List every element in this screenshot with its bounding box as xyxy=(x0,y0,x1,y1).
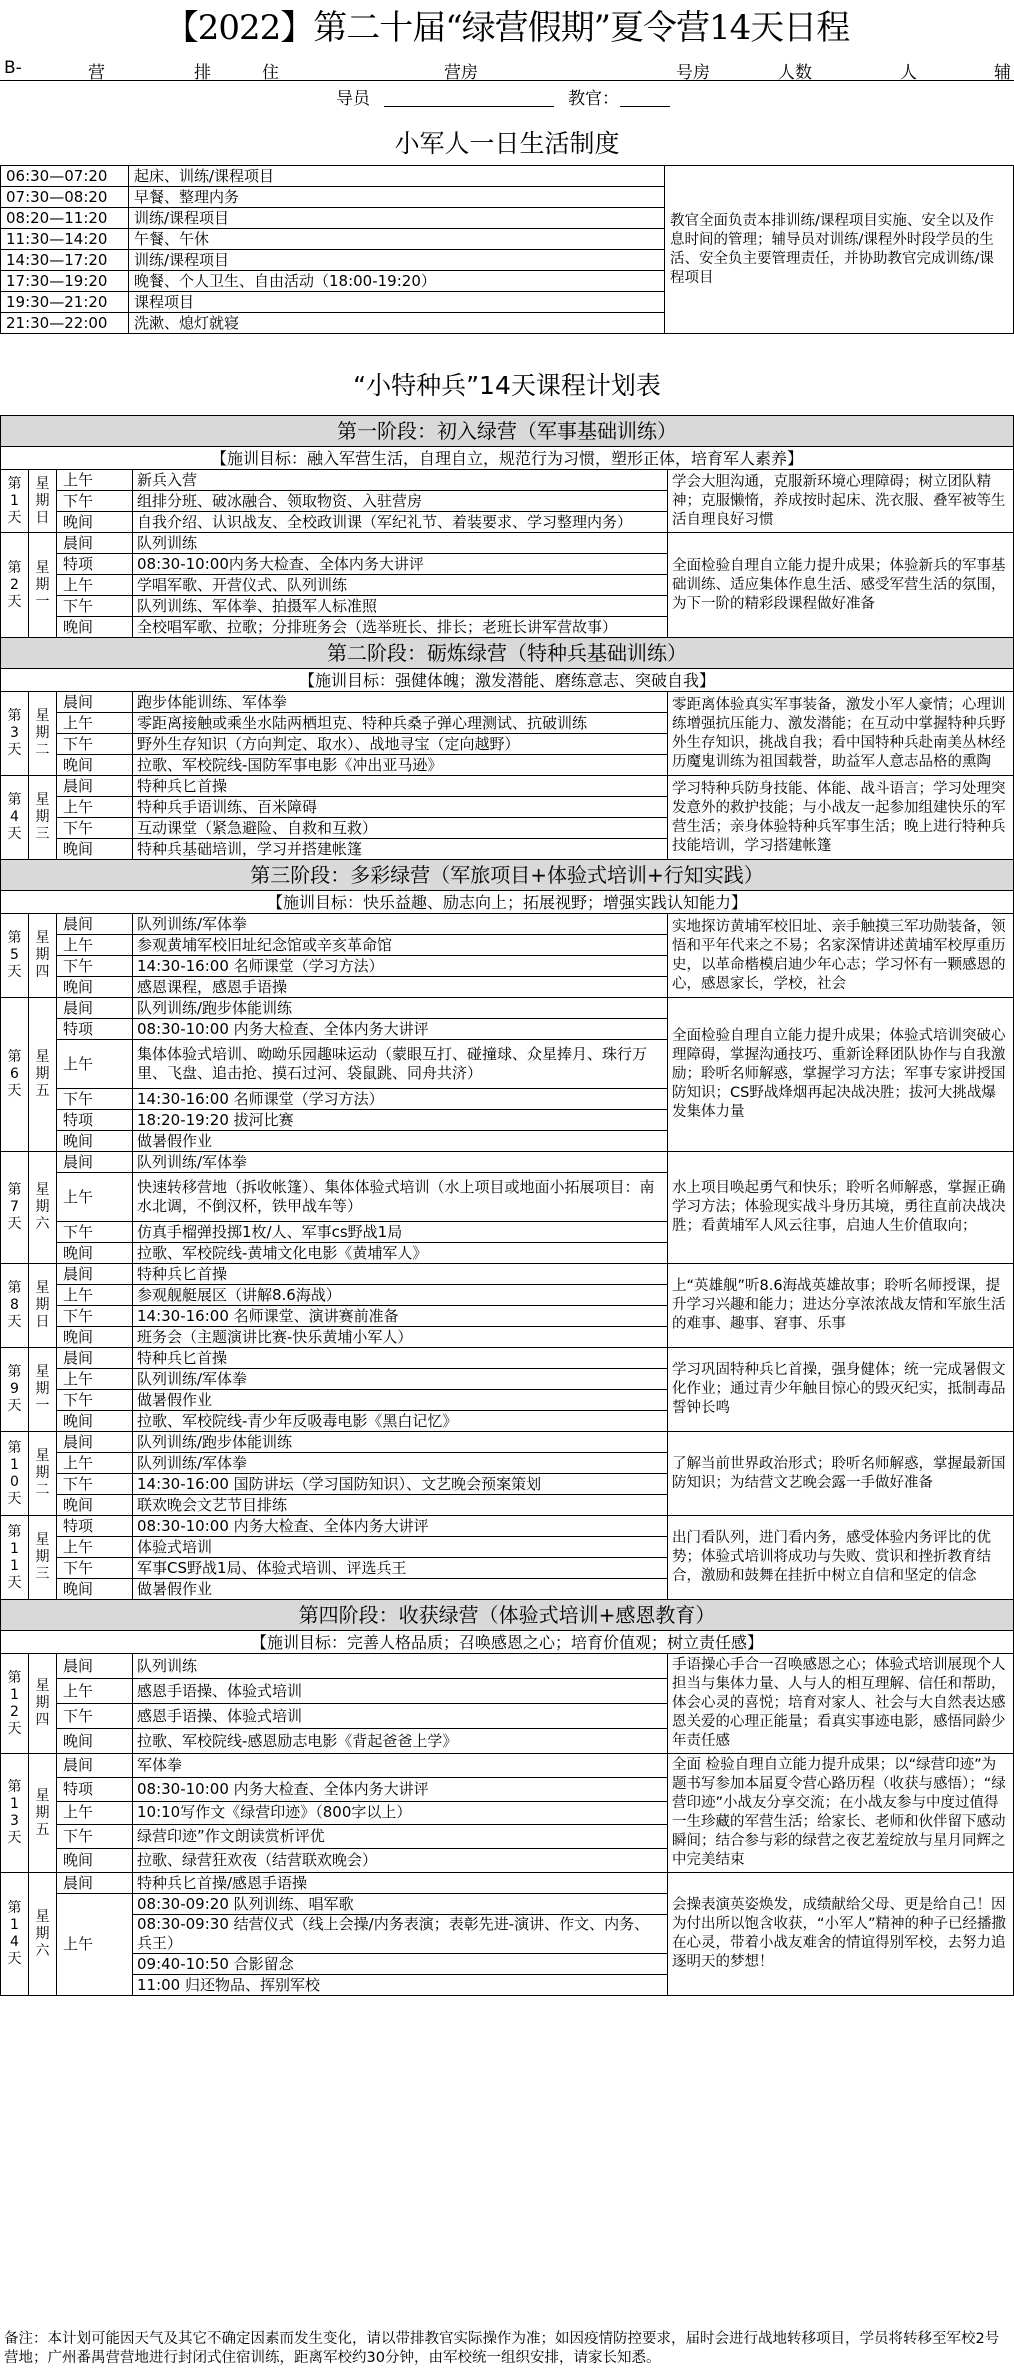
weekday-label: 星 期 日 xyxy=(29,1264,57,1348)
activity-cell: 09:40-10:50 合影留念 xyxy=(133,1954,668,1975)
time-slot: 晚间 xyxy=(57,1495,133,1516)
time-slot: 晚间 xyxy=(57,1579,133,1600)
activity-cell: 零距离接触或乘坐水陆两栖坦克、特种兵桑子弹心理测试、抗破训练 xyxy=(133,713,668,734)
day-goal-description: 出门看队列，进门看内务，感受体验内务评比的优势；体验式培训将成功与失败、赏识和挫折教育结合，激励和鼓舞在挂折中树立自信和坚定的信念 xyxy=(668,1516,1014,1600)
activity-cell: 14:30-16:00 国防讲坛（学习国防知识）、文艺晚会预案策划 xyxy=(133,1474,668,1495)
activity-cell: 特种兵匕首操 xyxy=(133,776,668,797)
day-goal-description: 全面检验自理自立能力提升成果；体验式培训突破心理障碍，掌握沟通技巧、重新诠释团队协作与自我激励；聆听名师解惑，掌握学习方法；军事专家讲授国防知识；CS野战烽烟再起决战决胜；拔河大挑战爆发集体力量 xyxy=(668,998,1014,1152)
phase-row xyxy=(1,860,1014,891)
phase-goal-row xyxy=(1,447,1014,470)
phase-goal-row xyxy=(1,1631,1014,1654)
activity-cell: 队列训练、军体拳、拍摄军人标准照 xyxy=(133,596,668,617)
phase-goal: 【施训目标：强健体魄；激发潜能、磨练意志、突破自我】 xyxy=(1,669,1014,692)
activity-cell: 全校唱军歌、拉歌；分排班务会（选举班长、排长；老班长讲军营故事） xyxy=(133,617,668,638)
activity-cell: 18:20-19:20 拔河比赛 xyxy=(133,1110,668,1131)
time-slot: 上午 xyxy=(57,1369,133,1390)
day-label: 第 1 4 天 xyxy=(1,1873,29,1996)
day-label: 第 4 天 xyxy=(1,776,29,860)
weekday-label: 星 期 一 xyxy=(29,533,57,638)
time-slot: 特项 xyxy=(57,1110,133,1131)
time-slot: 下午 xyxy=(57,1390,133,1411)
activity-cell: 互动课堂（紧急避险、自救和互救） xyxy=(133,818,668,839)
activity-cell: 14:30-16:00 名师课堂（学习方法） xyxy=(133,956,668,977)
activity-cell: 14:30-16:00 名师课堂（学习方法） xyxy=(133,1089,668,1110)
day-label: 第 8 天 xyxy=(1,1264,29,1348)
daily-activity: 午餐、午休 xyxy=(129,229,665,250)
schedule-row xyxy=(1,1654,1014,1679)
weekday-label: 星 期 四 xyxy=(29,914,57,998)
time-slot: 下午 xyxy=(57,596,133,617)
day-label: 第 9 天 xyxy=(1,1348,29,1432)
activity-cell: 集体体验式培训、呦呦乐园趣味运动（蒙眼互打、碰撞球、众星捧月、珠行万里、飞盘、追击抢、摸石过河、袋鼠跳、同舟共济） xyxy=(133,1040,668,1089)
activity-cell: 队列训练/跑步体能训练 xyxy=(133,1432,668,1453)
time-slot: 晨间 xyxy=(57,1152,133,1173)
header-field-count: 人数 xyxy=(778,63,812,83)
weekday-label: 星 期 三 xyxy=(29,1516,57,1600)
activity-cell: 11:00 归还物品、挥别军校 xyxy=(133,1975,668,1996)
phase-title: 第三阶段：多彩绿营（军旅项目+体验式培训+行知实践） xyxy=(1,860,1014,891)
activity-cell: 队列训练/军体拳 xyxy=(133,914,668,935)
day-goal-description: 全面检验自理自立能力提升成果；体验新兵的军事基础训练、适应集体作息生活、感受军营生活的氛围，为下一阶的精彩段课程做好准备 xyxy=(668,533,1014,638)
time-slot: 晨间 xyxy=(57,776,133,797)
activity-cell: 拉歌、绿营狂欢夜（结营联欢晚会） xyxy=(133,1849,668,1873)
time-slot: 晨间 xyxy=(57,692,133,713)
activity-cell: 军体拳 xyxy=(133,1754,668,1778)
time-slot: 下午 xyxy=(57,956,133,977)
time-slot: 上午 xyxy=(57,1040,133,1089)
schedule-row xyxy=(1,1432,1014,1453)
activity-cell: 队列训练/军体拳 xyxy=(133,1453,668,1474)
daily-schedule-table xyxy=(0,165,1014,334)
time-slot: 上午 xyxy=(57,1894,133,1996)
weekday-label: 星 期 三 xyxy=(29,776,57,860)
time-slot: 上午 xyxy=(57,575,133,596)
activity-cell: 拉歌、军校院线-青少年反吸毒电影《黑白记忆》 xyxy=(133,1411,668,1432)
activity-cell: 08:30-09:30 结营仪式（线上会操/内务表演；表彰先进-演讲、作文、内务、兵王） xyxy=(133,1915,668,1954)
activity-cell: 拉歌、军校院线-感恩励志电影《背起爸爸上学》 xyxy=(133,1729,668,1754)
day-goal-description: 零距离体验真实军事装备，激发小军人豪情；心理训练增强抗压能力、激发潜能；在互动中掌握特种兵野外生存知识，挑战自我；看中国特种兵赴南美丛林经历魔鬼训练为祖国载誉，助益军人意志品格的熏陶 xyxy=(668,692,1014,776)
activity-cell: 特种兵基础培训，学习并搭建帐篷 xyxy=(133,839,668,860)
daily-activity: 课程项目 xyxy=(129,292,665,313)
daily-row xyxy=(1,166,1014,187)
time-slot: 上午 xyxy=(57,1679,133,1704)
phase-row xyxy=(1,1600,1014,1631)
day-label: 第 1 2 天 xyxy=(1,1654,29,1754)
time-slot: 晚间 xyxy=(57,1729,133,1754)
time-slot: 晚间 xyxy=(57,977,133,998)
schedule-row xyxy=(1,1516,1014,1537)
phase-title: 第二阶段：砺炼绿营（特种兵基础训练） xyxy=(1,638,1014,669)
time-slot: 晨间 xyxy=(57,533,133,554)
time-slot: 上午 xyxy=(57,713,133,734)
day-goal-description: 学习特种兵防身技能、体能、战斗语言；学习处理突发意外的救护技能；与小战友一起参加组建快乐的军营生活；亲身体验特种兵军事生活；晚上进行特种兵技能培训，学习搭建帐篷 xyxy=(668,776,1014,860)
activity-cell: 做暑假作业 xyxy=(133,1131,668,1152)
day-goal-description: 学会大胆沟通，克服新环境心理障碍；树立团队精神；克服懒惰，养成按时起床、洗衣服、叠军被等生活自理良好习惯 xyxy=(668,470,1014,533)
activity-cell: 感恩课程，感恩手语操 xyxy=(133,977,668,998)
header-field-persons: 人 xyxy=(900,63,917,83)
activity-cell: 队列训练/跑步体能训练 xyxy=(133,998,668,1019)
activity-cell: 组排分班、破冰融合、领取物资、入驻营房 xyxy=(133,491,668,512)
time-slot: 晚间 xyxy=(57,512,133,533)
activity-cell: 绿营印迹”作文朗读赏析评优 xyxy=(133,1825,668,1849)
weekday-label: 星 期 六 xyxy=(29,1152,57,1264)
schedule-row xyxy=(1,914,1014,935)
time-slot: 晨间 xyxy=(57,1654,133,1679)
phase-goal: 【施训目标：融入军营生活，自理自立，规范行为习惯，塑形正体，培育军人素养】 xyxy=(1,447,1014,470)
header-row-1 xyxy=(0,56,1014,84)
day-label: 第 1 0 天 xyxy=(1,1432,29,1516)
time-slot: 晨间 xyxy=(57,1264,133,1285)
activity-cell: 08:30-10:00 内务大检查、全体内务大讲评 xyxy=(133,1516,668,1537)
daily-time: 19:30—21:20 xyxy=(1,292,129,313)
activity-cell: 特种兵匕首操 xyxy=(133,1264,668,1285)
weekday-label: 星 期 一 xyxy=(29,1348,57,1432)
course-plan-table xyxy=(0,415,1014,1996)
daily-title: 小军人一日生活制度 xyxy=(394,129,620,158)
phase-goal-row xyxy=(1,891,1014,914)
time-slot: 上午 xyxy=(57,1173,133,1222)
phase-row xyxy=(1,416,1014,447)
activity-cell: 10:10写作文《绿营印迹》（800字以上） xyxy=(133,1801,668,1825)
schedule-row xyxy=(1,1754,1014,1778)
time-slot: 晚间 xyxy=(57,755,133,776)
schedule-row xyxy=(1,533,1014,554)
header-field-counselor: 导员 xyxy=(336,89,370,109)
activity-cell: 队列训练/军体拳 xyxy=(133,1152,668,1173)
header-field-camp: 营 xyxy=(88,63,105,83)
schedule-row xyxy=(1,1152,1014,1173)
day-goal-description: 学习巩固特种兵匕首操，强身健体；统一完成暑假文化作业；通过青少年触目惊心的毁灭纪实，抵制毒品誓钟长鸣 xyxy=(668,1348,1014,1432)
time-slot: 上午 xyxy=(57,1285,133,1306)
time-slot: 晚间 xyxy=(57,1131,133,1152)
schedule-row xyxy=(1,470,1014,491)
weekday-label: 星 期 五 xyxy=(29,1754,57,1873)
time-slot: 晚间 xyxy=(57,617,133,638)
day-goal-description: 了解当前世界政治形式；聆听名师解惑，掌握最新国防知识；为结营文艺晚会露一手做好准备 xyxy=(668,1432,1014,1516)
activity-cell: 08:30-10:00 内务大检查、全体内务大讲评 xyxy=(133,1777,668,1801)
daily-activity: 洗漱、熄灯就寝 xyxy=(129,313,665,334)
weekday-label: 星 期 四 xyxy=(29,1654,57,1754)
time-slot: 晨间 xyxy=(57,998,133,1019)
time-slot: 晨间 xyxy=(57,1432,133,1453)
daily-time: 07:30—08:20 xyxy=(1,187,129,208)
weekday-label: 星 期 日 xyxy=(29,470,57,533)
daily-time: 11:30—14:20 xyxy=(1,229,129,250)
time-slot: 特项 xyxy=(57,1777,133,1801)
day-label: 第 5 天 xyxy=(1,914,29,998)
time-slot: 上午 xyxy=(57,797,133,818)
phase-title: 第一阶段：初入绿营（军事基础训练） xyxy=(1,416,1014,447)
phase-row xyxy=(1,638,1014,669)
activity-cell: 感恩手语操、体验式培训 xyxy=(133,1679,668,1704)
activity-cell: 08:30-10:00内务大检查、全体内务大讲评 xyxy=(133,554,668,575)
header-field-stay: 住 xyxy=(262,63,279,83)
activity-cell: 班务会（主题演讲比赛-快乐黄埔小军人） xyxy=(133,1327,668,1348)
time-slot: 下午 xyxy=(57,1704,133,1729)
weekday-label: 星 期 二 xyxy=(29,692,57,776)
activity-cell: 野外生存知识（方向判定、取水）、战地寻宝（定向越野） xyxy=(133,734,668,755)
daily-time: 06:30—07:20 xyxy=(1,166,129,187)
schedule-row xyxy=(1,1348,1014,1369)
phase-title: 第四阶段：收获绿营（体验式培训+感恩教育） xyxy=(1,1600,1014,1631)
activity-cell: 队列训练 xyxy=(133,1654,668,1679)
time-slot: 下午 xyxy=(57,1222,133,1243)
daily-activity: 起床、训练/课程项目 xyxy=(129,166,665,187)
phase-goal-row xyxy=(1,669,1014,692)
day-label: 第 6 天 xyxy=(1,998,29,1152)
daily-activity: 训练/课程项目 xyxy=(129,208,665,229)
schedule-row xyxy=(1,1873,1014,1894)
schedule-row xyxy=(1,1264,1014,1285)
time-slot: 下午 xyxy=(57,734,133,755)
time-slot: 特项 xyxy=(57,554,133,575)
activity-cell: 快速转移营地（拆收帐篷）、集体体验式培训（水上项目或地面小拓展项目：南水北调，不倒汉杯，铁甲战车等） xyxy=(133,1173,668,1222)
day-label: 第 1 天 xyxy=(1,470,29,533)
schedule-row xyxy=(1,998,1014,1019)
time-slot: 晨间 xyxy=(57,914,133,935)
time-slot: 上午 xyxy=(57,1453,133,1474)
activity-cell: 参观黄埔军校旧址纪念馆或辛亥革命馆 xyxy=(133,935,668,956)
time-slot: 特项 xyxy=(57,1019,133,1040)
weekday-label: 星 期 六 xyxy=(29,1873,57,1996)
header-field-instructor: 教官： xyxy=(568,89,619,109)
day-label: 第 7 天 xyxy=(1,1152,29,1264)
day-goal-description: 上“英雄舰”听8.6海战英雄故事；聆听名师授课，提升学习兴趣和能力；进达分享浓浓战友情和军旅生活的难事、趣事、窘事、乐事 xyxy=(668,1264,1014,1348)
time-slot: 晨间 xyxy=(57,1754,133,1778)
day-goal-description: 全面 检验自理自立能力提升成果；以“绿营印迹”为题书写参加本届夏令营心路历程（收获与感悟）；“绿营印迹”小战友分享交流；在小战友参与中度过值得一生珍藏的军营生活；给家长、老师和伙伴留下感动瞬间；结合参与彩的绿营之夜艺羞绽放与星月同辉之中完美结束 xyxy=(668,1754,1014,1873)
daily-time: 14:30—17:20 xyxy=(1,250,129,271)
activity-cell: 学唱军歌、开营仪式、队列训练 xyxy=(133,575,668,596)
day-goal-description: 水上项目唤起勇气和快乐；聆听名师解惑，掌握正确学习方法；体验现实战斗身历其境，勇往直前决战决胜；看黄埔军人风云往事，启迪人生价值取向； xyxy=(668,1152,1014,1264)
day-label: 第 1 1 天 xyxy=(1,1516,29,1600)
time-slot: 晚间 xyxy=(57,1849,133,1873)
header-field-platoon: 排 xyxy=(194,63,211,83)
time-slot: 下午 xyxy=(57,491,133,512)
time-slot: 下午 xyxy=(57,818,133,839)
time-slot: 下午 xyxy=(57,1089,133,1110)
activity-cell: 特种兵匕首操/感恩手语操 xyxy=(133,1873,668,1894)
plan-title: “小特种兵”14天课程计划表 xyxy=(353,371,661,400)
daily-note: 教官全面负责本排训练/课程项目实施、安全以及作息时间的管理；辅导员对训练/课程外时段学员的生活、安全负主要管理责任，并协助教官完成训练/课程项目 xyxy=(665,166,1014,334)
day-goal-description: 实地探访黄埔军校旧址、亲手触摸三军功勋装备，领悟和平年代来之不易；名家深情讲述黄埔军校厚重历史，以革命楷模启迪少年心志；学习怀有一颗感恩的心，感恩家长，学校，社会 xyxy=(668,914,1014,998)
time-slot: 下午 xyxy=(57,1306,133,1327)
daily-time: 17:30—19:20 xyxy=(1,271,129,292)
time-slot: 上午 xyxy=(57,1537,133,1558)
daily-activity: 早餐、整理内务 xyxy=(129,187,665,208)
header-row-2 xyxy=(0,82,1014,110)
activity-cell: 感恩手语操、体验式培训 xyxy=(133,1704,668,1729)
weekday-label: 星 期 二 xyxy=(29,1432,57,1516)
activity-cell: 跑步体能训练、军体拳 xyxy=(133,692,668,713)
activity-cell: 08:30-10:00 内务大检查、全体内务大讲评 xyxy=(133,1019,668,1040)
activity-cell: 特种兵手语训练、百米障碍 xyxy=(133,797,668,818)
activity-cell: 拉歌、军校院线-黄埔文化电影《黄埔军人》 xyxy=(133,1243,668,1264)
activity-cell: 参观舰艇展区（讲解8.6海战） xyxy=(133,1285,668,1306)
day-label: 第 1 3 天 xyxy=(1,1754,29,1873)
activity-cell: 做暑假作业 xyxy=(133,1390,668,1411)
page-title: 【2022】第二十届“绿营假期”夏令营14天日程 xyxy=(164,8,850,48)
time-slot: 特项 xyxy=(57,1516,133,1537)
activity-cell: 仿真手榴弹投掷1枚/人、军事cs野战1局 xyxy=(133,1222,668,1243)
time-slot: 上午 xyxy=(57,470,133,491)
time-slot: 晨间 xyxy=(57,1348,133,1369)
day-goal-description: 手语操心手合一召唤感恩之心；体验式培训展现个人担当与集体力量、人与人的相互理解、信任和帮助，体会心灵的喜悦；培育对家人、社会与大自然表达感恩关爱的心理正能量；看真实事迹电影，感悟同龄少年责任感 xyxy=(668,1654,1014,1754)
header-field-assist: 辅 xyxy=(994,63,1011,83)
activity-cell: 拉歌、军校院线-国防军事电影《冲出亚马逊》 xyxy=(133,755,668,776)
activity-cell: 军事CS野战1局、体验式培训、评选兵王 xyxy=(133,1558,668,1579)
time-slot: 晚间 xyxy=(57,839,133,860)
day-label: 第 3 天 xyxy=(1,692,29,776)
phase-goal: 【施训目标：快乐益趣、励志向上；拓展视野；增强实践认知能力】 xyxy=(1,891,1014,914)
footer-note: 备注：本计划可能因天气及其它不确定因素而发生变化，请以带排教官实际操作为准；如因疫情防控要求，届时会进行战地转移项目，学员将转移至军校2号营地；广州番禺营营地进行封闭式住宿训练，距离军校约30分钟，由军校统一组织安排，请家长知悉。 xyxy=(4,2331,1000,2366)
day-goal-description: 会操表演英姿焕发，成绩献给父母、更是给自己！因为付出所以饱含收获，“小军人”精神的种子已经播撒在心灵，带着小战友难舍的情谊得别军校，去努力追逐明天的梦想！ xyxy=(668,1873,1014,1996)
activity-cell: 特种兵匕首操 xyxy=(133,1348,668,1369)
schedule-row xyxy=(1,776,1014,797)
header-field-barracks: 营房 xyxy=(444,63,478,83)
schedule-row xyxy=(1,692,1014,713)
time-slot: 下午 xyxy=(57,1558,133,1579)
activity-cell: 联欢晚会文艺节目排练 xyxy=(133,1495,668,1516)
time-slot: 上午 xyxy=(57,1801,133,1825)
daily-time: 08:20—11:20 xyxy=(1,208,129,229)
activity-cell: 队列训练 xyxy=(133,533,668,554)
phase-goal: 【施训目标：完善人格品质；召唤感恩之心；培育价值观；树立责任感】 xyxy=(1,1631,1014,1654)
daily-activity: 训练/课程项目 xyxy=(129,250,665,271)
time-slot: 下午 xyxy=(57,1825,133,1849)
header-field-class: B- xyxy=(4,58,22,78)
activity-cell: 队列训练/军体拳 xyxy=(133,1369,668,1390)
daily-activity: 晚餐、个人卫生、自由活动（18:00-19:20） xyxy=(129,271,665,292)
header-field-room: 号房 xyxy=(676,63,710,83)
activity-cell: 体验式培训 xyxy=(133,1537,668,1558)
activity-cell: 08:30-09:20 队列训练、唱军歌 xyxy=(133,1894,668,1915)
activity-cell: 自我介绍、认识战友、全校政训课（军纪礼节、着装要求、学习整理内务） xyxy=(133,512,668,533)
time-slot: 晚间 xyxy=(57,1411,133,1432)
time-slot: 晨间 xyxy=(57,1873,133,1894)
time-slot: 晚间 xyxy=(57,1327,133,1348)
time-slot: 下午 xyxy=(57,1474,133,1495)
day-label: 第 2 天 xyxy=(1,533,29,638)
daily-time: 21:30—22:00 xyxy=(1,313,129,334)
weekday-label: 星 期 五 xyxy=(29,998,57,1152)
time-slot: 晚间 xyxy=(57,1243,133,1264)
time-slot: 上午 xyxy=(57,935,133,956)
activity-cell: 做暑假作业 xyxy=(133,1579,668,1600)
activity-cell: 新兵入营 xyxy=(133,470,668,491)
activity-cell: 14:30-16:00 名师课堂、演讲赛前准备 xyxy=(133,1306,668,1327)
